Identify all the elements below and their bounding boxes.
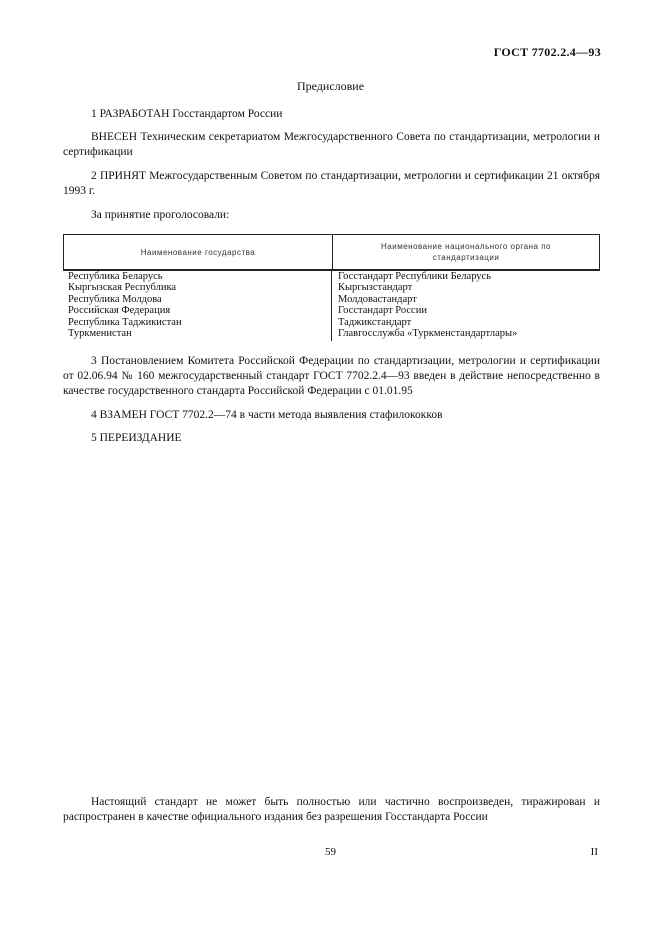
table-cell: Кыргызская Республика [68, 282, 177, 294]
table-cell: Таджикстандарт [338, 316, 412, 328]
table-header-state: Наименование государства [140, 247, 256, 257]
paragraph-voted-for: За принятие проголосовали: [91, 209, 230, 221]
table-cell: Главгосслужба «Туркменстандартлары» [338, 328, 518, 340]
copyright-note: Настоящий стандарт не может быть полностью или частично воспроизведен, тиражирован и распространен в качестве официального издания без разрешения Госстандарта России [63, 796, 600, 823]
table-header-national-body-text: Наименование национального органа по стандартизации [381, 242, 551, 262]
table-column-national-bodies [338, 271, 517, 339]
table-column-states [68, 271, 182, 339]
paragraph-decree: 3 Постановлением Комитета Российской Федерации по стандартизации, метрологии и сертификации от 02.06.94 № 160 межгосударственный стандарт ГОСТ 7702.2.4—93 введен в действие непосредственно в качестве государственного стандарта Российской Федерации с 01.01.95 [63, 355, 600, 397]
table-divider [331, 271, 332, 341]
table-header-national-body [333, 235, 599, 269]
table-cell: Республика Таджикистан [68, 316, 182, 328]
paragraph-replaces: 4 ВЗАМЕН ГОСТ 7702.2—74 в части метода выявления стафилококков [91, 409, 443, 421]
paragraph-introduced-by: ВНЕСЕН Техническим секретариатом Межгосударственного Совета по стандартизации, метрологии и сертификации [63, 131, 600, 158]
table-body [63, 271, 600, 341]
paragraph-developed-by: 1 РАЗРАБОТАН Госстандартом России [91, 108, 283, 120]
table-cell: Госстандарт Республики Беларусь [338, 271, 492, 282]
table-cell: Госстандарт России [338, 305, 427, 317]
paragraph-adopted-by: 2 ПРИНЯТ Межгосударственным Советом по стандартизации, метрологии и сертификации 21 октября 1993 г. [63, 170, 600, 197]
page-title: Предисловие [296, 79, 365, 93]
table-cell: Кыргызстандарт [338, 282, 413, 294]
table-cell: Республика Беларусь [68, 271, 163, 282]
table-header [63, 234, 600, 271]
table-cell: Российская Федерация [68, 305, 171, 317]
paragraph-reissue: 5 ПЕРЕИЗДАНИЕ [91, 432, 182, 444]
standard-code: ГОСТ 7702.2.4—93 [493, 45, 601, 59]
table-cell: Молдовастандарт [338, 293, 417, 305]
page-number: 59 [325, 846, 336, 858]
table-cell: Республика Молдова [68, 293, 162, 305]
voting-table [63, 234, 600, 342]
table-cell: Туркменистан [68, 328, 132, 340]
section-roman-numeral: II [590, 846, 598, 858]
